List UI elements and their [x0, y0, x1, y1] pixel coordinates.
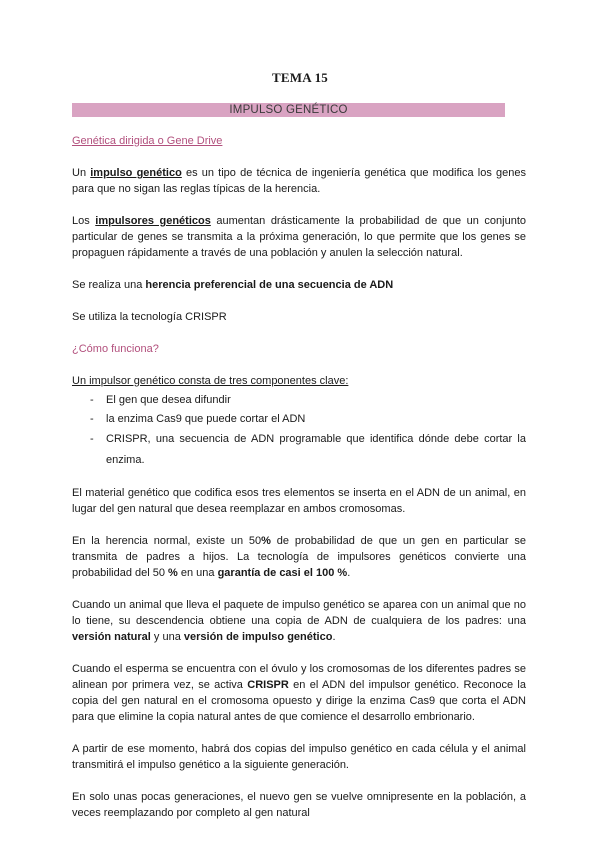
- dash-bullet: -: [90, 413, 94, 425]
- bold-text: versión de impulso genético: [183, 631, 333, 643]
- section-banner: IMPULSO GENÉTICO: [72, 103, 505, 117]
- list-item-text: la enzima Cas9 que puede cortar el ADN: [106, 413, 306, 425]
- page-title: TEMA 15: [272, 70, 328, 85]
- text: en una: [177, 567, 218, 579]
- text: Se realiza una: [72, 279, 146, 291]
- text: Cuando el esperma se encuentra con el óvulo y los cromosomas de los diferentes padres se alinean por primera vez, se activa: [72, 663, 526, 691]
- paragraph-6: El material genético que codifica esos tres elementos se inserta en el ADN de un animal, en lugar del gen natural que desea reemplazar en ambos cromosomas.: [72, 487, 526, 515]
- list-item-text: CRISPR, una secuencia de ADN programable que identifica dónde debe cortar la enzima.: [106, 433, 526, 466]
- bold-text: herencia preferencial de una secuencia de ADN: [145, 279, 394, 291]
- bold-text: garantía de casi el 100 %: [217, 567, 348, 579]
- paragraph-1: [72, 165, 526, 197]
- bold-text: versión natural: [72, 631, 151, 643]
- list-item-text: El gen que desea difundir: [106, 394, 231, 406]
- document-body: [72, 133, 526, 821]
- text: en el ADN del impulsor genético. Reconoce la copia del gen natural en el cromosoma opuesto y dirige la enzima Cas9 que corta el ADN para que elimine la copia natural antes de que comience el desarrollo embrionario.: [72, 679, 526, 723]
- bold-text: %: [168, 567, 178, 579]
- paragraph-7: [72, 533, 526, 581]
- text: Cuando un animal que lleva el paquete de impulso genético se aparea con un animal que no lo tiene, su descendencia obtiene una copia de ADN de cualquiera de los padres: una: [72, 599, 526, 627]
- list-item: [72, 391, 526, 410]
- dash-bullet: -: [90, 394, 94, 406]
- text: es un tipo de técnica de ingeniería genética que modifica los genes para que no sigan las reglas típicas de la herencia.: [72, 167, 526, 195]
- paragraph-11: En solo unas pocas generaciones, el nuevo gen se vuelve omnipresente en la población, a veces reemplazando por completo al gen natural: [72, 791, 526, 819]
- text: aumentan drásticamente la probabilidad de que un conjunto particular de genes se transmita a la próxima generación, lo que permite que los genes se propaguen rápidamente a través de una población y anulen la selección natural.: [72, 215, 526, 259]
- bold-text: %: [261, 535, 271, 547]
- list-item: [72, 410, 526, 429]
- bold-term: impulso genético: [90, 167, 182, 179]
- text: En la herencia normal, existe un 50: [72, 535, 262, 547]
- paragraph-8: [72, 597, 526, 645]
- list-item: [72, 429, 526, 471]
- dash-bullet: -: [90, 433, 94, 445]
- paragraph-9: [72, 661, 526, 725]
- text: .: [332, 631, 336, 643]
- text: Los: [72, 215, 96, 227]
- paragraph-4: Se utiliza la tecnología CRISPR: [72, 311, 227, 323]
- subtitle-gene-drive: Genética dirigida o Gene Drive: [72, 135, 223, 147]
- paragraph-3: [72, 277, 526, 293]
- paragraph-10: A partir de ese momento, habrá dos copias del impulso genético en cada célula y el animal transmitirá el impulso genético a la siguiente generación.: [72, 743, 526, 771]
- paragraph-2: [72, 213, 526, 261]
- subtitle-how-it-works: ¿Cómo funciona?: [72, 343, 159, 355]
- text: y una: [150, 631, 184, 643]
- bold-term: impulsores genéticos: [95, 215, 211, 227]
- text: .: [347, 567, 351, 579]
- bold-text: CRISPR: [247, 679, 289, 691]
- components-list: [72, 391, 526, 471]
- text: Un: [72, 167, 91, 179]
- paragraph-5: Un impulsor genético consta de tres componentes clave:: [72, 375, 349, 387]
- text: de probabilidad de que un gen en particular se transmita de padres a hijos. La tecnología de impulsores genéticos convierte una probabilidad del 50: [72, 535, 526, 579]
